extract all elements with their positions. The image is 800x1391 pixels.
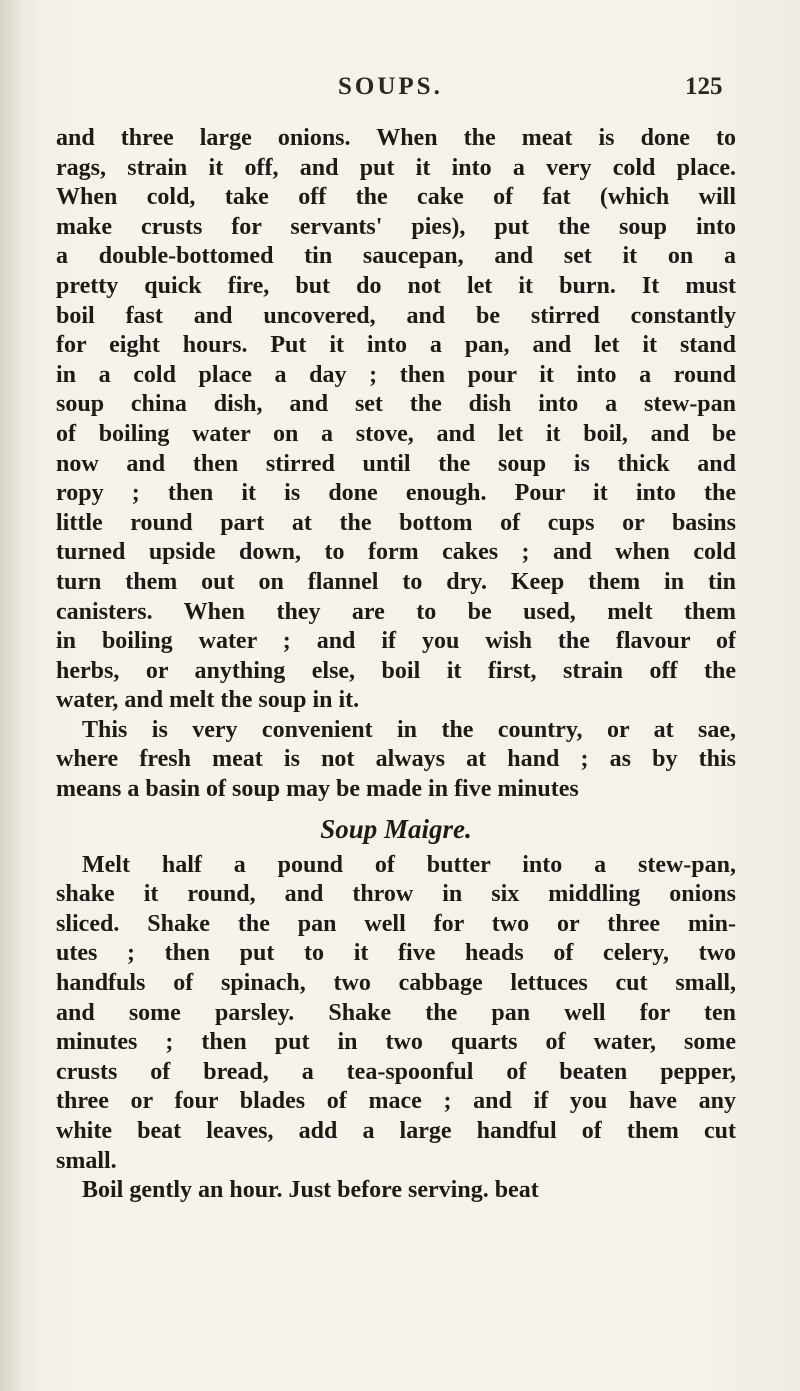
- text-line: crusts of bread, a tea-spoonful of beaten pepper,: [56, 1058, 736, 1085]
- text-line: Melt half a pound of butter into a stew-pan,: [82, 851, 736, 878]
- text-line: make crusts for servants' pies), put the soup into: [56, 213, 736, 240]
- text-line: of boiling water on a stove, and let it boil, and be: [56, 420, 736, 447]
- text-line: turned upside down, to form cakes ; and when cold: [56, 539, 736, 566]
- text-line: white beat leaves, add a large handful of them cut: [56, 1118, 736, 1144]
- text-line: and three large onions. When the meat is done to: [56, 125, 736, 151]
- section-heading: Soup Maigre.: [320, 813, 472, 844]
- text-line: in a cold place a day ; then pour it into a round: [56, 361, 736, 388]
- text-line: This is very convenient in the country, or at sae,: [82, 716, 736, 743]
- text-line: water, and melt the soup in it.: [56, 687, 360, 714]
- running-head-title: SOUPS.: [338, 73, 443, 100]
- text-line: where fresh meat is not always at hand ; as by this: [56, 746, 736, 773]
- text-line: ropy ; then it is done enough. Pour it into the: [56, 480, 736, 507]
- text-line: utes ; then put to it five heads of celery, two: [56, 940, 736, 967]
- paragraph-2: [56, 716, 736, 805]
- paragraph-4: [56, 1176, 736, 1206]
- text-line: canisters. When they are to be used, melt them: [56, 598, 736, 625]
- text-line: means a basin of soup may be made in five minutes: [56, 776, 579, 803]
- page-number: 125: [685, 73, 723, 100]
- text-line: soup china dish, and set the dish into a stew-pan: [56, 391, 736, 418]
- text-line: now and then stirred until the soup is thick and: [56, 450, 736, 477]
- text-line: shake it round, and throw in six middling onions: [56, 881, 736, 908]
- paragraph-3: [56, 851, 736, 1177]
- text-line: and some parsley. Shake the pan well for ten: [56, 999, 736, 1026]
- text-line: minutes ; then put in two quarts of water, some: [56, 1029, 736, 1056]
- page-gutter-shadow: [0, 0, 22, 1391]
- text-line: three or four blades of mace ; and if you have any: [56, 1088, 736, 1115]
- text-line: Boil gently an hour. Just before serving. beat: [82, 1177, 539, 1204]
- text-line: in boiling water ; and if you wish the flavour of: [56, 628, 736, 655]
- body-text: [56, 124, 736, 1206]
- text-line: a double-bottomed tin saucepan, and set it on a: [56, 243, 736, 270]
- text-line: boil fast and uncovered, and be stirred constantly: [56, 302, 736, 329]
- text-line: little round part at the bottom of cups or basins: [56, 509, 736, 536]
- text-line: When cold, take off the cake of fat (which will: [56, 184, 736, 211]
- text-line: small.: [56, 1147, 117, 1174]
- text-line: rags, strain it off, and put it into a very cold place.: [56, 154, 736, 181]
- text-line: turn them out on flannel to dry. Keep them in tin: [56, 568, 736, 595]
- paragraph-1: [56, 124, 736, 716]
- running-head: [0, 73, 800, 107]
- text-line: pretty quick fire, but do not let it burn. It must: [56, 272, 736, 299]
- text-line: herbs, or anything else, boil it first, strain off the: [56, 657, 736, 684]
- text-line: for eight hours. Put it into a pan, and let it stand: [56, 332, 736, 359]
- text-line: handfuls of spinach, two cabbage lettuces cut small,: [56, 970, 736, 997]
- text-line: sliced. Shake the pan well for two or three min-: [56, 910, 736, 937]
